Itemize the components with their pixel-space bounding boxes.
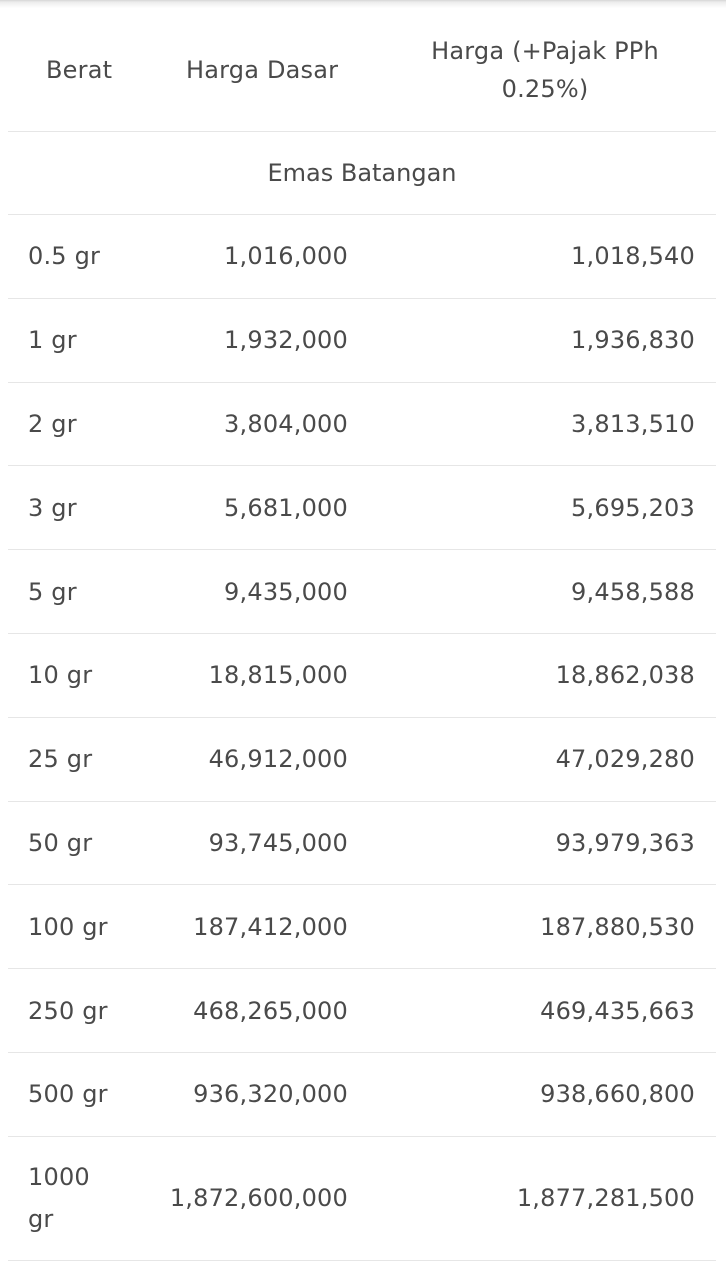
cell-harga-dasar: 187,412,000 bbox=[193, 912, 348, 941]
table-row bbox=[8, 550, 716, 634]
cell-berat-label: 0.5 gr bbox=[28, 242, 101, 271]
cell-harga-dasar: 1,932,000 bbox=[224, 326, 348, 355]
cell-harga-pajak: 9,458,588 bbox=[571, 577, 695, 606]
cell-berat-label: 50 gr bbox=[28, 828, 93, 857]
cell-berat-label: 3 gr bbox=[28, 493, 77, 522]
table-row bbox=[8, 969, 716, 1053]
cell-berat-label: 2 gr bbox=[28, 409, 77, 438]
cell-harga-pajak: 93,979,363 bbox=[555, 828, 695, 857]
cell-harga-pajak: 5,695,203 bbox=[571, 493, 695, 522]
table-row bbox=[8, 466, 716, 550]
table-row bbox=[8, 802, 716, 886]
cell-berat bbox=[28, 215, 148, 298]
cell-harga-pajak: 47,029,280 bbox=[555, 745, 695, 774]
cell-berat bbox=[28, 299, 148, 382]
gold-price-table bbox=[8, 8, 716, 1261]
cell-berat bbox=[28, 550, 148, 633]
cell-harga-pajak: 187,880,530 bbox=[540, 912, 695, 941]
cell-harga-pajak: 1,018,540 bbox=[571, 242, 695, 271]
cell-berat bbox=[28, 1137, 148, 1260]
cell-harga-pajak: 469,435,663 bbox=[540, 996, 695, 1025]
cell-berat bbox=[28, 1053, 148, 1136]
cell-harga-pajak: 18,862,038 bbox=[555, 661, 695, 690]
cell-harga-pajak: 1,877,281,500 bbox=[516, 1184, 695, 1213]
cell-harga-dasar: 18,815,000 bbox=[208, 661, 348, 690]
cell-berat bbox=[28, 383, 148, 466]
cell-berat-label: 25 gr bbox=[28, 745, 93, 774]
cell-harga-dasar: 93,745,000 bbox=[208, 828, 348, 857]
cell-berat-label: 250 gr bbox=[28, 996, 108, 1025]
table-row bbox=[8, 718, 716, 802]
cell-harga-dasar: 9,435,000 bbox=[224, 577, 348, 606]
cell-berat bbox=[28, 802, 148, 885]
cell-harga-dasar: 3,804,000 bbox=[224, 409, 348, 438]
cell-harga-pajak: 938,660,800 bbox=[540, 1080, 695, 1109]
header-harga-pajak-label: Harga (+Pajak PPh 0.25%) bbox=[431, 36, 659, 103]
table-row bbox=[8, 215, 716, 299]
cell-berat bbox=[28, 885, 148, 968]
section-title: Emas Batangan bbox=[267, 159, 457, 187]
cell-harga-pajak: 3,813,510 bbox=[571, 409, 695, 438]
table-row bbox=[8, 1137, 716, 1261]
cell-berat-label: 1 gr bbox=[28, 326, 77, 355]
cell-berat-label: 10 gr bbox=[28, 661, 93, 690]
cell-berat bbox=[28, 969, 148, 1052]
cell-harga-dasar: 5,681,000 bbox=[224, 493, 348, 522]
top-shadow bbox=[0, 0, 726, 8]
table-header-row bbox=[8, 8, 716, 132]
cell-harga-dasar: 936,320,000 bbox=[193, 1080, 348, 1109]
cell-berat-label: 1000 gr bbox=[28, 1163, 90, 1234]
section-row bbox=[8, 132, 716, 215]
cell-harga-pajak: 1,936,830 bbox=[571, 326, 695, 355]
cell-harga-dasar: 1,016,000 bbox=[224, 242, 348, 271]
cell-berat-label: 5 gr bbox=[28, 577, 77, 606]
cell-harga-dasar: 46,912,000 bbox=[208, 745, 348, 774]
cell-harga-dasar: 468,265,000 bbox=[193, 996, 348, 1025]
cell-berat bbox=[28, 634, 148, 717]
table-row bbox=[8, 634, 716, 718]
cell-berat bbox=[28, 466, 148, 549]
table-row bbox=[8, 299, 716, 383]
cell-berat-label: 500 gr bbox=[28, 1080, 108, 1109]
header-harga-dasar: Harga Dasar bbox=[186, 55, 339, 84]
cell-berat-label: 100 gr bbox=[28, 912, 108, 941]
header-berat: Berat bbox=[46, 55, 113, 84]
cell-berat bbox=[28, 718, 148, 801]
cell-harga-dasar: 1,872,600,000 bbox=[169, 1184, 348, 1213]
table-row bbox=[8, 383, 716, 467]
header-harga-pajak bbox=[408, 8, 682, 131]
table-row bbox=[8, 885, 716, 969]
table-row bbox=[8, 1053, 716, 1137]
table-body bbox=[8, 215, 716, 1261]
